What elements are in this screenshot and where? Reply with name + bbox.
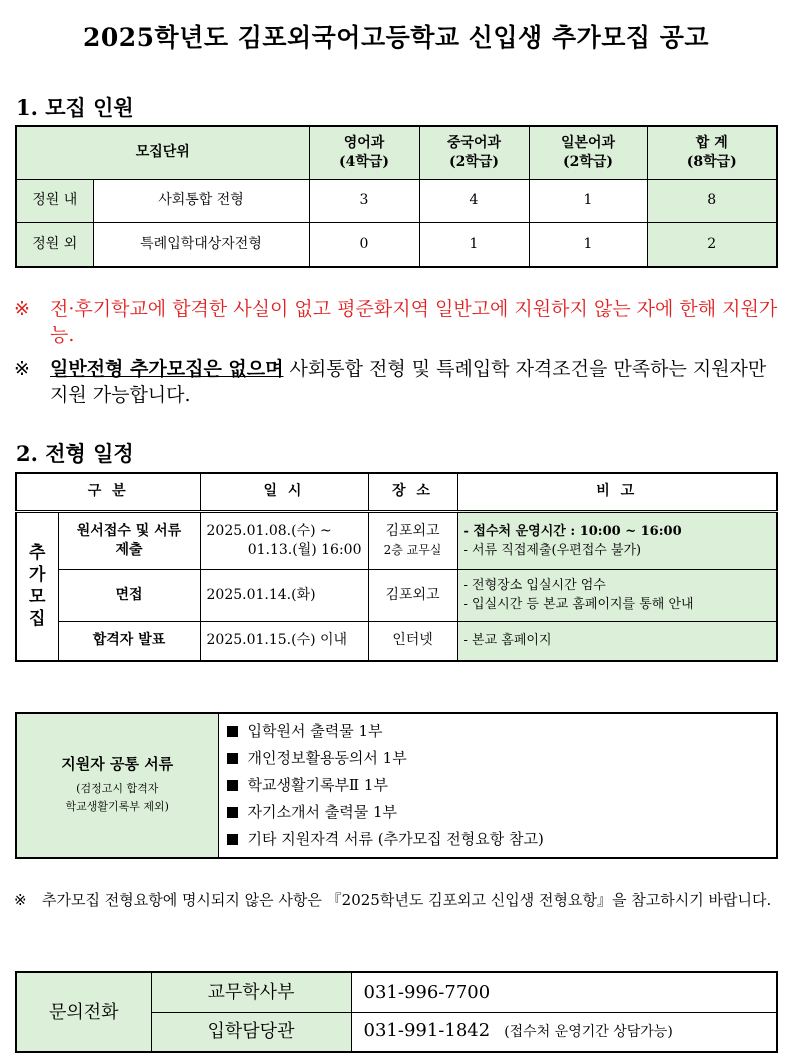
cell-value: 3 xyxy=(309,179,419,222)
row-place: 김포외고 2층 교무실 xyxy=(368,511,457,569)
section-heading-recruitment: 1. 모집 인원 xyxy=(16,95,134,120)
list-item: 입학원서 출력물 1부 xyxy=(227,718,777,745)
note-emphasis: 일반전형 추가모집은 없으며 xyxy=(50,358,284,380)
table-row xyxy=(16,621,777,661)
section-heading-schedule: 2. 전형 일정 xyxy=(16,441,134,466)
row-remarks: - 접수처 운영시간 : 10:00 ~ 16:00 - 서류 직접제출(우편접수 불가) xyxy=(457,511,777,569)
list-item: 자기소개서 출력물 1부 xyxy=(227,799,777,826)
row-date: 2025.01.08.(수) ~ 01.13.(월) 16:00 xyxy=(200,511,368,569)
square-bullet-icon xyxy=(227,753,238,764)
documents-list xyxy=(218,713,777,858)
note-no-general: ※ 일반전형 추가모집은 없으며 사회통합 전형 및 특례입학 자격조건을 만족하는 지원자만 지원 가능합니다. xyxy=(14,358,767,406)
documents-table xyxy=(15,712,778,859)
table-row xyxy=(16,222,777,267)
row-place: 인터넷 xyxy=(368,621,457,661)
row-category: 정원 내 xyxy=(16,179,93,222)
row-name: 원서접수 및 서류제출 xyxy=(58,511,200,569)
group-label: 추가모집 xyxy=(16,511,58,661)
table-row xyxy=(16,179,777,222)
square-bullet-icon xyxy=(227,834,238,845)
schedule-table xyxy=(15,472,778,662)
row-name: 합격자 발표 xyxy=(58,621,200,661)
col-header-total: 합 계 (8학급) xyxy=(647,126,777,179)
col-header-category: 구 분 xyxy=(16,473,200,511)
row-date: 2025.01.15.(수) 이내 xyxy=(200,621,368,661)
row-category: 정원 외 xyxy=(16,222,93,267)
documents-label: 지원자 공통 서류 (검정고시 합격자 학교생활기록부 제외) xyxy=(16,713,218,858)
cell-value: 1 xyxy=(529,222,647,267)
row-remarks: - 본교 홈페이지 xyxy=(457,621,777,661)
row-remarks: - 전형장소 입실시간 엄수 - 입실시간 등 본교 홈페이지를 통해 안내 xyxy=(457,569,777,621)
list-item: 학교생활기록부Ⅱ 1부 xyxy=(227,772,777,799)
contact-table xyxy=(15,971,778,1053)
page-title: 2025학년도 김포외국어고등학교 신입생 추가모집 공고 xyxy=(82,23,710,52)
contact-note: (접수처 운영기간 상담가능) xyxy=(504,1024,673,1041)
contact-dept: 교무학사부 xyxy=(151,972,351,1012)
footnote: ※ 추가모집 전형요항에 명시되지 않은 사항은 『2025학년도 김포외고 신입생 전형요항』을 참고하시기 바랍니다. xyxy=(14,891,772,909)
cell-value: 4 xyxy=(419,179,529,222)
row-date: 2025.01.14.(화) xyxy=(200,569,368,621)
square-bullet-icon xyxy=(227,780,238,791)
recruitment-table xyxy=(15,125,778,268)
cell-value: 0 xyxy=(309,222,419,267)
unit-header: 모집단위 xyxy=(16,126,309,179)
cell-value: 1 xyxy=(529,179,647,222)
documents-title: 지원자 공통 서류 xyxy=(61,755,174,773)
col-header-place: 장 소 xyxy=(368,473,457,511)
contact-phone: 031-991-1842 xyxy=(363,1020,491,1042)
cell-value: 1 xyxy=(419,222,529,267)
row-name: 면접 xyxy=(58,569,200,621)
row-type: 특례입학대상자전형 xyxy=(93,222,309,267)
table-row xyxy=(16,511,777,569)
cell-total: 2 xyxy=(647,222,777,267)
col-header-remarks: 비 고 xyxy=(457,473,777,511)
col-header-english: 영어과 (4학급) xyxy=(309,126,419,179)
square-bullet-icon xyxy=(227,807,238,818)
cell-total: 8 xyxy=(647,179,777,222)
list-item: 기타 지원자격 서류 (추가모집 전형요항 참고) xyxy=(227,826,777,853)
contact-dept: 입학담당관 xyxy=(151,1012,351,1052)
contact-label: 문의전화 xyxy=(16,972,151,1052)
contact-phone: 031-996-7700 xyxy=(351,972,777,1012)
row-type: 사회통합 전형 xyxy=(93,179,309,222)
table-row xyxy=(16,569,777,621)
list-item: 개인정보활용동의서 1부 xyxy=(227,745,777,772)
note-eligibility: ※ 전·후기학교에 합격한 사실이 없고 평준화지역 일반고에 지원하지 않는 자에 한해 지원가능. xyxy=(14,298,778,346)
row-place: 김포외고 xyxy=(368,569,457,621)
contact-phone-row xyxy=(351,1012,777,1052)
col-header-chinese: 중국어과 (2학급) xyxy=(419,126,529,179)
col-header-japanese: 일본어과 (2학급) xyxy=(529,126,647,179)
square-bullet-icon xyxy=(227,726,238,737)
col-header-date: 일 시 xyxy=(200,473,368,511)
